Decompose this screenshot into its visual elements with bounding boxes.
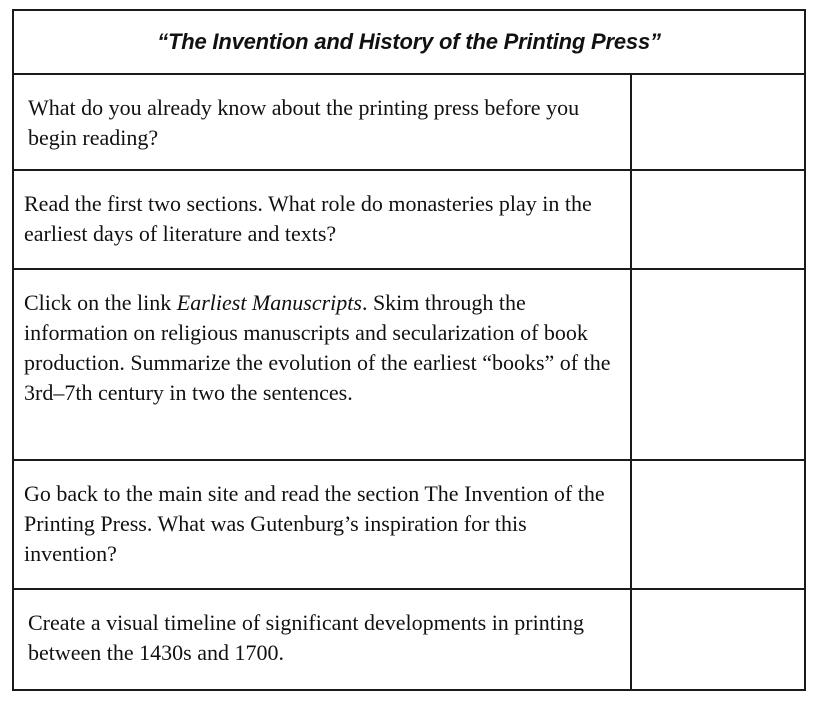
answer-3-box[interactable] [632, 270, 804, 458]
question-1-text: What do you already know about the printing press before you begin reading? [14, 75, 632, 169]
title-row [14, 11, 804, 75]
question-row-1 [14, 75, 804, 171]
question-row-5 [14, 590, 804, 689]
earliest-manuscripts-link[interactable]: Earliest Manuscripts [176, 290, 362, 316]
answer-5-box[interactable] [632, 590, 804, 689]
answer-2-box[interactable] [632, 171, 804, 269]
question-4-text: Go back to the main site and read the section The Invention of the Printing Press. What was Gutenburg’s inspiration for this invention? [14, 461, 632, 589]
question-row-4 [14, 461, 804, 591]
question-row-2 [14, 171, 804, 271]
question-3-text [14, 270, 632, 458]
question-row-3 [14, 270, 804, 460]
question-2-text: Read the first two sections. What role do monasteries play in the earliest days of literature and texts? [14, 171, 632, 269]
question-3-text-after: . Skim through the information on religious manuscripts and secularization of book production. Summarize the evolution of the earliest “books” of the 3rd–7th century in two the sentences. [24, 290, 611, 406]
question-5-text: Create a visual timeline of significant developments in printing between the 1430s and 1700. [14, 590, 632, 689]
answer-1-box[interactable] [632, 75, 804, 169]
worksheet-table [12, 9, 806, 691]
worksheet-title: “The Invention and History of the Printing Press” [157, 28, 661, 54]
question-3-text-before: Click on the link [24, 290, 177, 316]
answer-4-box[interactable] [632, 461, 804, 589]
